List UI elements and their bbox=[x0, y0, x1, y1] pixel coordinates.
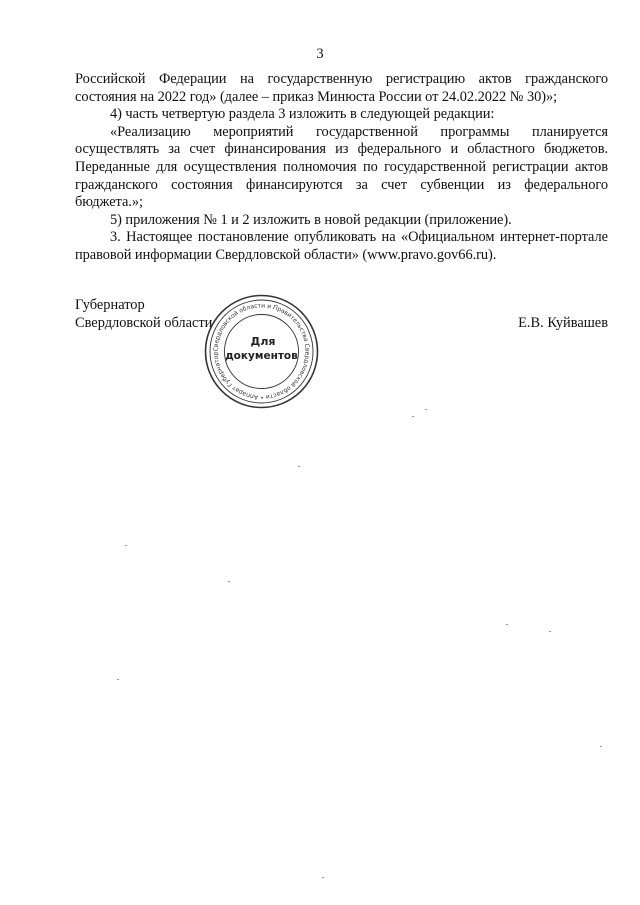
scan-speck bbox=[117, 679, 119, 680]
document-body bbox=[75, 71, 608, 265]
official-stamp bbox=[203, 293, 320, 410]
scan-speck bbox=[549, 631, 551, 632]
signer-title-line-2: Свердловской области bbox=[75, 315, 213, 331]
stamp-ring-text: Свердловской области и Правительства Свердловской области • Аппарат Губернатор bbox=[212, 302, 311, 401]
scan-speck bbox=[228, 581, 230, 582]
scan-speck bbox=[600, 746, 602, 747]
stamp-center-line-2: документов bbox=[225, 350, 298, 362]
paragraph-continuation: Российской Федерации на государственную регистрацию актов гражданского состояния на 2022 год» (далее – приказ Минюста России от 24.02.2022 № 30)»; bbox=[75, 71, 608, 105]
page-number: 3 bbox=[316, 46, 324, 62]
scan-speck bbox=[412, 416, 414, 417]
paragraph-item-4: 4) часть четвертую раздела 3 изложить в следующей редакции: bbox=[110, 106, 495, 123]
paragraph-quote: «Реализацию мероприятий государственной программы планируется осуществлять за счет финансирования из федерального и областного бюджетов. Переданные для осуществления полномочия по государственной регистрации актов гражданского состояния финансируются за счет субвенции из федерального бюджета.»; bbox=[75, 123, 608, 211]
scan-speck bbox=[322, 877, 324, 878]
stamp-center-line-1: Для bbox=[250, 335, 276, 348]
scan-speck bbox=[425, 409, 427, 410]
scan-speck bbox=[125, 545, 127, 546]
paragraph-item-5: 5) приложения № 1 и 2 изложить в новой редакции (приложение). bbox=[110, 211, 512, 228]
signature-block bbox=[75, 296, 608, 332]
scan-speck bbox=[506, 624, 508, 625]
paragraph-item-3-publication: 3. Настоящее постановление опубликовать на «Официальном интернет-портале правовой информации Свердловской области» (www.pravo.gov66.ru). bbox=[75, 229, 608, 263]
signer-title-line-1: Губернатор bbox=[75, 297, 145, 313]
signer-name: Е.В. Куйвашев bbox=[518, 315, 608, 331]
scan-speck bbox=[298, 466, 300, 467]
